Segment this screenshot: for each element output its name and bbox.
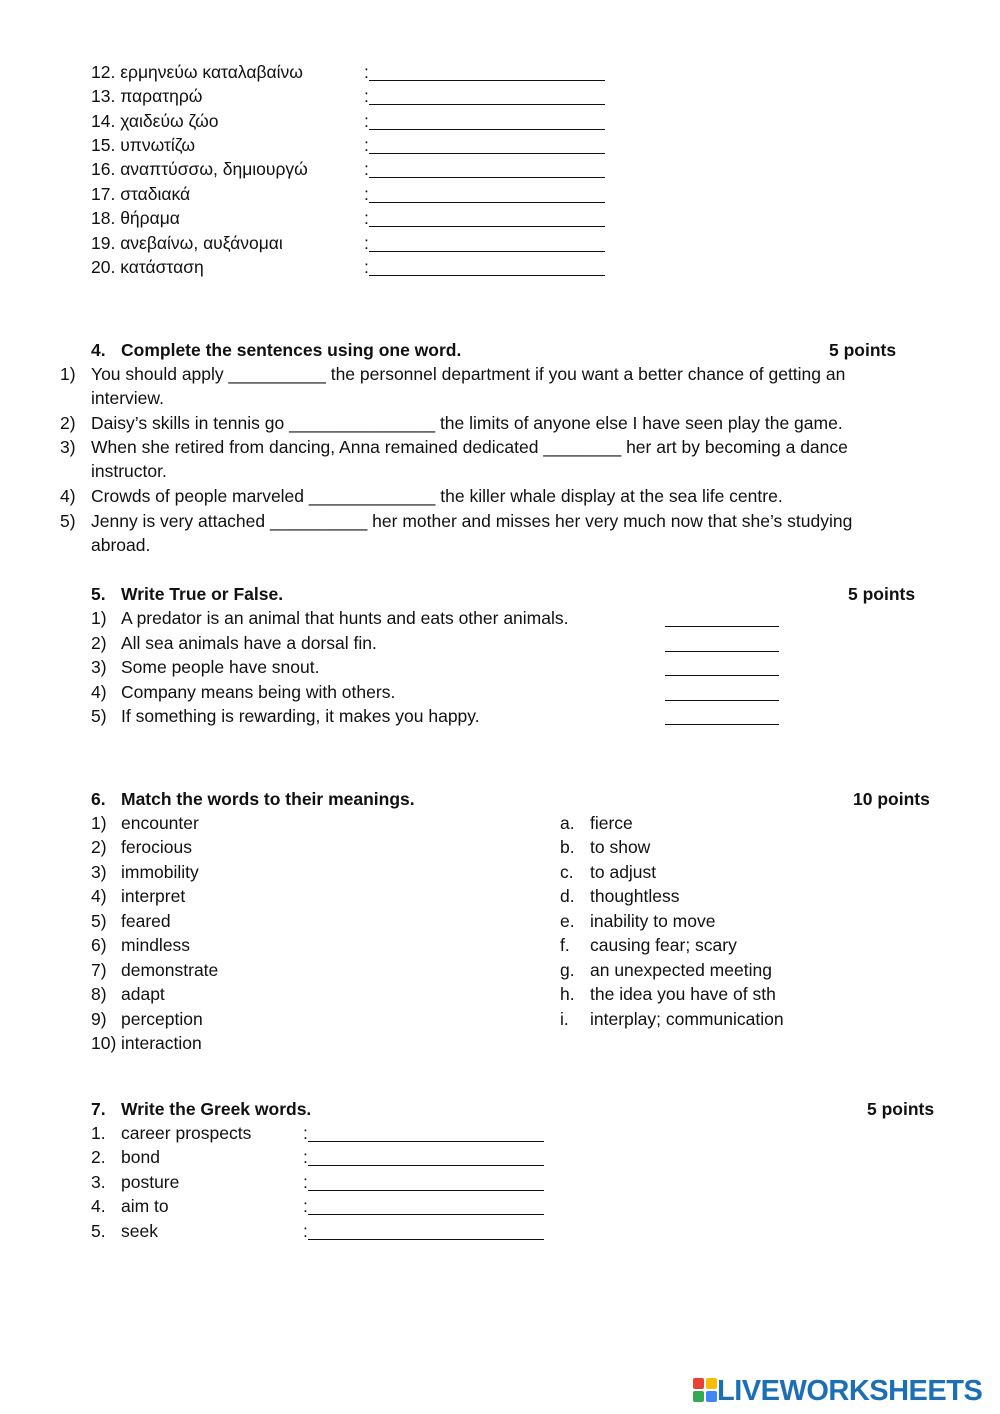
match-word[interactable]: encounter: [121, 813, 199, 833]
match-meaning[interactable]: an unexpected meeting: [590, 960, 772, 980]
section-title: Complete the sentences using one word.: [121, 340, 462, 360]
list-item-label: 17. σταδιακά: [91, 184, 191, 204]
item-number: 4): [91, 682, 107, 702]
meaning-letter: f.: [560, 935, 570, 955]
section-number: 6.: [91, 789, 106, 809]
match-meaning[interactable]: the idea you have of sth: [590, 984, 776, 1004]
match-word[interactable]: feared: [121, 911, 171, 931]
answer-line[interactable]: [369, 261, 605, 276]
list-item-label: 14. χαιδεύω ζώο: [91, 111, 219, 131]
colon: :: [364, 233, 369, 253]
answer-line[interactable]: [369, 237, 605, 252]
sentence-line[interactable]: You should apply __________ the personnel department if you want a better chance of getting an: [91, 364, 846, 384]
item-number: 2): [91, 837, 107, 857]
section-title: Match the words to their meanings.: [121, 789, 415, 809]
meaning-letter: a.: [560, 813, 575, 833]
section-points: 5 points: [867, 1099, 935, 1119]
section-points: 10 points: [853, 789, 930, 809]
logo-square-icon: [706, 1391, 717, 1402]
sentence-line[interactable]: Jenny is very attached __________ her mother and misses her very much now that she’s studying: [91, 511, 853, 531]
answer-line[interactable]: [665, 686, 779, 701]
item-number: 2): [60, 413, 76, 433]
sentence-line: instructor.: [91, 461, 167, 481]
list-item-label: 15. υπνωτίζω: [91, 135, 196, 155]
answer-line[interactable]: [369, 115, 605, 130]
colon: :: [303, 1221, 308, 1241]
meaning-letter: i.: [560, 1009, 569, 1029]
colon: :: [303, 1147, 308, 1167]
item-number: 5): [60, 511, 76, 531]
statement-text: A predator is an animal that hunts and eats other animals.: [121, 608, 569, 628]
english-word: career prospects: [121, 1123, 252, 1143]
match-meaning[interactable]: to adjust: [590, 862, 657, 882]
match-word[interactable]: ferocious: [121, 837, 193, 857]
answer-line[interactable]: [308, 1127, 544, 1142]
item-number: 5): [91, 911, 107, 931]
list-item-label: 16. αναπτύσσω, δημιουργώ: [91, 159, 308, 179]
item-number: 4): [60, 486, 76, 506]
answer-line[interactable]: [369, 139, 605, 154]
item-number: 10): [91, 1033, 117, 1053]
item-number: 1): [91, 608, 107, 628]
colon: :: [364, 184, 369, 204]
list-item-label: 13. παρατηρώ: [91, 86, 203, 106]
section-points: 5 points: [848, 584, 916, 604]
section-points: 5 points: [829, 340, 897, 360]
sentence-line[interactable]: When she retired from dancing, Anna remained dedicated ________ her art by becoming a dance: [91, 437, 848, 457]
answer-line[interactable]: [665, 637, 779, 652]
match-meaning[interactable]: fierce: [590, 813, 633, 833]
item-number: 8): [91, 984, 107, 1004]
item-number: 3.: [91, 1172, 106, 1192]
answer-line[interactable]: [369, 66, 605, 81]
item-number: 1.: [91, 1123, 106, 1143]
list-item-label: 20. κατάσταση: [91, 257, 204, 277]
item-number: 4.: [91, 1196, 106, 1216]
statement-text: Company means being with others.: [121, 682, 396, 702]
match-word[interactable]: immobility: [121, 862, 199, 882]
list-item-label: 12. ερμηνεύω καταλαβαίνω: [91, 62, 303, 82]
logo-mark-icon: [693, 1378, 717, 1404]
answer-line[interactable]: [665, 710, 779, 725]
section-title: Write the Greek words.: [121, 1099, 312, 1119]
statement-text: Some people have snout.: [121, 657, 320, 677]
answer-line[interactable]: [665, 612, 779, 627]
statement-text: All sea animals have a dorsal fin.: [121, 633, 377, 653]
sentence-line: abroad.: [91, 535, 151, 555]
list-item-label: 18. θήραμα: [91, 208, 180, 228]
match-meaning[interactable]: to show: [590, 837, 651, 857]
match-word[interactable]: perception: [121, 1009, 203, 1029]
logo-text: LIVEWORKSHEETS: [717, 1374, 983, 1407]
logo-square-icon: [706, 1378, 717, 1389]
item-number: 2): [91, 633, 107, 653]
item-number: 4): [91, 886, 107, 906]
sentence-line[interactable]: Crowds of people marveled _____________ the killer whale display at the sea life centre.: [91, 486, 783, 506]
colon: :: [364, 135, 369, 155]
match-word[interactable]: demonstrate: [121, 960, 219, 980]
english-word: bond: [121, 1147, 160, 1167]
liveworksheets-logo[interactable]: [693, 1376, 982, 1406]
answer-line[interactable]: [665, 661, 779, 676]
meaning-letter: h.: [560, 984, 575, 1004]
meaning-letter: c.: [560, 862, 574, 882]
answer-line[interactable]: [369, 90, 605, 105]
logo-square-icon: [693, 1378, 704, 1389]
colon: :: [303, 1123, 308, 1143]
answer-line[interactable]: [369, 163, 605, 178]
match-word[interactable]: interaction: [121, 1033, 202, 1053]
item-number: 1): [91, 813, 107, 833]
answer-line[interactable]: [308, 1176, 544, 1191]
colon: :: [364, 257, 369, 277]
item-number: 5): [91, 706, 107, 726]
item-number: 2.: [91, 1147, 106, 1167]
answer-line[interactable]: [308, 1200, 544, 1215]
sentence-line[interactable]: Daisy’s skills in tennis go _______________ the limits of anyone else I have seen play the game.: [91, 413, 843, 433]
item-number: 1): [60, 364, 76, 384]
sentence-line: interview.: [91, 388, 164, 408]
logo-square-icon: [693, 1391, 704, 1402]
english-word: seek: [121, 1221, 158, 1241]
list-item-label: 19. ανεβαίνω, αυξάνομαι: [91, 233, 283, 253]
answer-line[interactable]: [308, 1225, 544, 1240]
section-number: 5.: [91, 584, 106, 604]
english-word: posture: [121, 1172, 180, 1192]
section-title: Write True or False.: [121, 584, 284, 604]
item-number: 3): [91, 657, 107, 677]
colon: :: [364, 208, 369, 228]
item-number: 9): [91, 1009, 107, 1029]
match-meaning[interactable]: interplay; communication: [590, 1009, 784, 1029]
answer-line[interactable]: [308, 1151, 544, 1166]
section-number: 4.: [91, 340, 106, 360]
item-number: 3): [60, 437, 76, 457]
answer-line[interactable]: [369, 188, 605, 203]
item-number: 3): [91, 862, 107, 882]
match-word[interactable]: adapt: [121, 984, 165, 1004]
section-number: 7.: [91, 1099, 106, 1119]
match-meaning[interactable]: inability to move: [590, 911, 716, 931]
meaning-letter: e.: [560, 911, 575, 931]
colon: :: [303, 1172, 308, 1192]
item-number: 5.: [91, 1221, 106, 1241]
match-word[interactable]: mindless: [121, 935, 191, 955]
match-meaning[interactable]: causing fear; scary: [590, 935, 737, 955]
colon: :: [364, 111, 369, 131]
match-meaning[interactable]: thoughtless: [590, 886, 680, 906]
answer-line[interactable]: [369, 212, 605, 227]
colon: :: [303, 1196, 308, 1216]
match-word[interactable]: interpret: [121, 886, 186, 906]
statement-text: If something is rewarding, it makes you happy.: [121, 706, 480, 726]
meaning-letter: b.: [560, 837, 575, 857]
colon: :: [364, 86, 369, 106]
colon: :: [364, 62, 369, 82]
item-number: 7): [91, 960, 107, 980]
english-word: aim to: [121, 1196, 169, 1216]
colon: :: [364, 159, 369, 179]
meaning-letter: d.: [560, 886, 575, 906]
meaning-letter: g.: [560, 960, 575, 980]
item-number: 6): [91, 935, 107, 955]
